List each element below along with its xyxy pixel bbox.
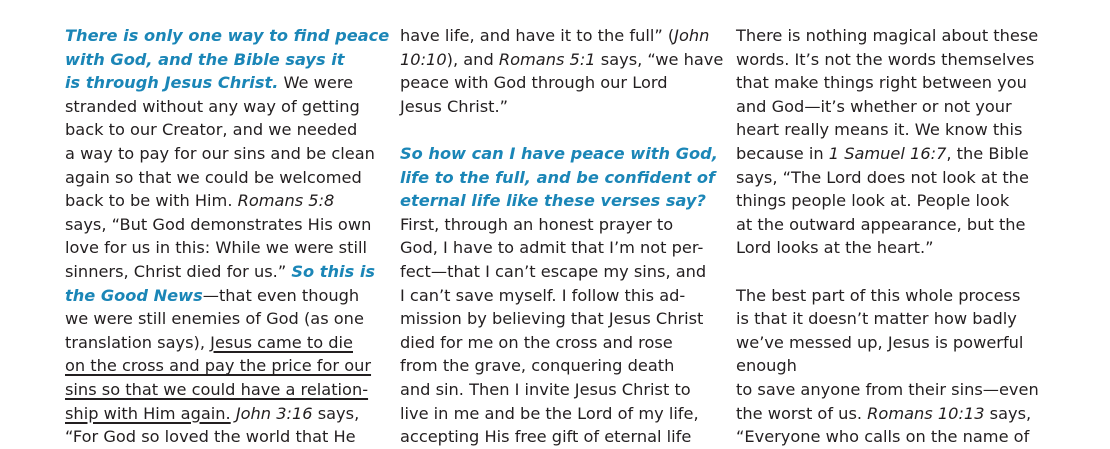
text-run: says, “we have — [595, 49, 724, 69]
text-line — [400, 425, 723, 449]
text-run: translation says), — [65, 332, 211, 352]
text-run: enough — [736, 356, 797, 376]
text-line — [65, 142, 389, 166]
text-line — [65, 260, 389, 284]
text-run: We were — [278, 73, 354, 93]
text-run: God, I have to admit that I’m not per- — [400, 238, 704, 258]
text-line — [400, 236, 723, 260]
text-column-middle — [400, 24, 723, 449]
text-run: died for me on the cross and rose — [400, 332, 673, 352]
scripture-reference: Romans 10:13 — [867, 403, 985, 423]
underlined-text: on the cross and pay the price for our — [65, 356, 372, 376]
text-line — [65, 48, 389, 72]
text-line — [736, 236, 1039, 260]
text-run: I can’t save myself. I follow this ad- — [400, 285, 686, 305]
scripture-reference: Romans 5:8 — [237, 191, 335, 211]
text-line — [65, 307, 389, 331]
text-run: from the grave, conquering death — [400, 356, 675, 376]
text-run: to save anyone from their sins—even — [736, 379, 1039, 399]
text-run: love for us in this: While we were still — [65, 238, 367, 258]
text-line — [65, 331, 389, 355]
text-run: at the outward appearance, but the — [736, 214, 1026, 234]
text-run: back to be with Him. — [65, 191, 238, 211]
paragraph-break — [736, 260, 1039, 284]
text-run: fect—that I can’t escape my sins, and — [400, 261, 707, 281]
emphasis-text: So this is — [291, 261, 376, 281]
text-run: that make things right between you — [736, 73, 1027, 93]
text-run: back to our Creator, and we needed — [65, 120, 358, 140]
scripture-reference: Romans 5:1 — [498, 49, 596, 69]
text-run: Jesus Christ.” — [400, 96, 509, 116]
text-line — [736, 71, 1039, 95]
emphasis-text: is through Jesus Christ. — [65, 73, 279, 93]
text-run: we were still enemies of God (as one — [65, 309, 364, 329]
text-line — [400, 95, 723, 119]
scripture-reference: John 3:16 — [235, 403, 313, 423]
text-run: is that it doesn’t matter how badly — [736, 309, 1017, 329]
underlined-text: ship with Him again. — [65, 403, 231, 423]
text-run: “Everyone who calls on the name of — [736, 427, 1030, 447]
text-line — [400, 142, 723, 166]
scripture-reference: 1 Samuel 16:7 — [828, 143, 947, 163]
text-run: says, “But God demonstrates His own — [65, 214, 372, 234]
text-run: , the Bible — [946, 143, 1029, 163]
text-line — [736, 213, 1039, 237]
text-line — [400, 213, 723, 237]
text-line — [65, 378, 389, 402]
text-line — [65, 71, 389, 95]
text-line — [400, 166, 723, 190]
text-line — [65, 284, 389, 308]
text-line — [736, 48, 1039, 72]
text-line — [400, 378, 723, 402]
text-line — [736, 118, 1039, 142]
scripture-reference: John — [674, 26, 710, 45]
text-line — [400, 260, 723, 284]
text-line — [736, 331, 1039, 355]
text-column-left — [65, 24, 389, 449]
text-run: Lord looks at the heart.” — [736, 238, 934, 258]
text-run: ), and — [446, 49, 499, 69]
text-run: —that even though — [202, 285, 360, 305]
text-run: “For God so loved the world that He — [65, 427, 356, 447]
text-run: have life, and have it to the full” ( — [400, 26, 675, 45]
emphasis-text: life to the full, and be confident of — [400, 167, 716, 187]
emphasis-text: with God, and the Bible says it — [65, 49, 345, 69]
text-line — [65, 236, 389, 260]
text-run: a way to pay for our sins and be clean — [65, 143, 375, 163]
text-line — [65, 118, 389, 142]
text-line — [736, 402, 1039, 426]
text-column-right — [736, 24, 1039, 449]
text-run: and God—it’s whether or not your — [736, 96, 1012, 116]
text-line — [400, 48, 723, 72]
text-line — [736, 284, 1039, 308]
text-line — [65, 166, 389, 190]
text-run: stranded without any way of getting — [65, 96, 360, 116]
text-run: again so that we could be welcomed — [65, 167, 362, 187]
text-line — [736, 354, 1039, 378]
text-line — [65, 213, 389, 237]
text-run: because in — [736, 143, 829, 163]
text-run: the worst of us. — [736, 403, 868, 423]
text-line — [736, 166, 1039, 190]
text-line — [736, 378, 1039, 402]
text-line — [65, 24, 389, 48]
underlined-text: sins so that we could have a relation- — [65, 379, 369, 399]
text-run: sinners, Christ died for us.” — [65, 261, 292, 281]
text-line — [736, 307, 1039, 331]
text-run: mission by believing that Jesus Christ — [400, 309, 704, 329]
text-run: things people look at. People look — [736, 191, 1010, 211]
text-line — [65, 402, 389, 426]
emphasis-text: the Good News — [65, 285, 203, 305]
text-run: words. It’s not the words themselves — [736, 49, 1035, 69]
text-run: says, — [312, 403, 360, 423]
text-run: There is nothing magical about these — [736, 26, 1039, 45]
paragraph-break — [400, 118, 723, 142]
text-run: live in me and be the Lord of my life, — [400, 403, 699, 423]
text-run: says, — [984, 403, 1032, 423]
text-line — [400, 307, 723, 331]
text-run: we’ve messed up, Jesus is powerful — [736, 332, 1024, 352]
text-line — [400, 402, 723, 426]
underlined-text: Jesus came to die — [210, 332, 353, 352]
text-line — [65, 189, 389, 213]
text-line — [736, 142, 1039, 166]
text-line — [736, 24, 1039, 48]
emphasis-text: eternal life like these verses say? — [400, 191, 706, 211]
text-line — [65, 354, 389, 378]
text-line — [400, 71, 723, 95]
text-line — [736, 95, 1039, 119]
text-run: and sin. Then I invite Jesus Christ to — [400, 379, 691, 399]
text-line — [736, 425, 1039, 449]
text-line — [65, 95, 389, 119]
text-run: The best part of this whole process — [736, 285, 1021, 305]
text-line — [400, 189, 723, 213]
text-line — [400, 331, 723, 355]
text-run: heart really means it. We know this — [736, 120, 1023, 140]
text-line — [65, 425, 389, 449]
text-line — [736, 189, 1039, 213]
text-line — [400, 354, 723, 378]
text-run: peace with God through our Lord — [400, 73, 668, 93]
text-line — [400, 24, 723, 48]
emphasis-text: So how can I have peace with God, — [400, 143, 718, 163]
emphasis-text: There is only one way to find peace — [65, 26, 390, 45]
text-run: says, “The Lord does not look at the — [736, 167, 1029, 187]
text-run: First, through an honest prayer to — [400, 214, 674, 234]
text-run: accepting His free gift of eternal life — [400, 427, 692, 447]
scripture-reference: 10:10 — [400, 49, 447, 69]
text-line — [400, 284, 723, 308]
